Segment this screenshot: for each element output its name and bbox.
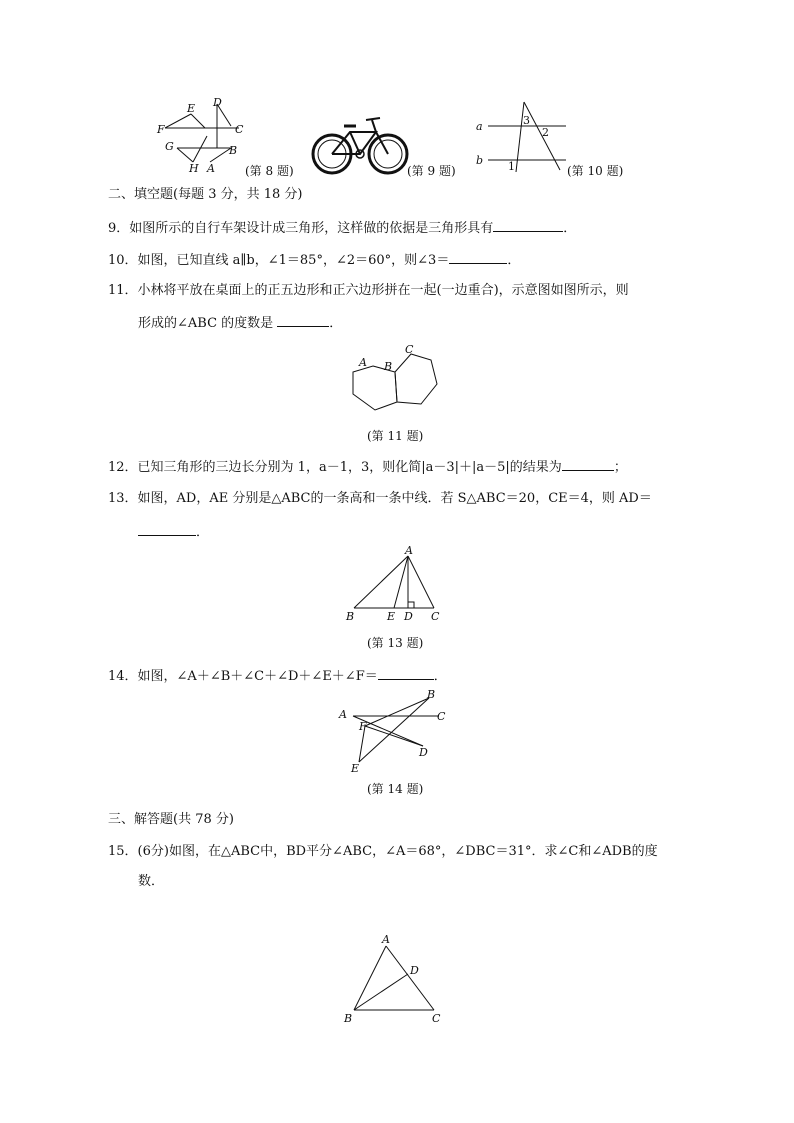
fig13-label-E: E (387, 610, 396, 623)
fig14-label-C: C (437, 710, 446, 723)
caption-fig8: (第 8 题) (245, 164, 294, 178)
fig11-label-B: B (384, 360, 393, 373)
fig14-label-E: E (351, 762, 360, 774)
question-13-line1: 13．如图，AD，AE 分别是△ABC的一条高和一条中线．若 S△ABC＝20，CE＝4，则 AD＝ (108, 491, 652, 506)
fig10-label-a: a (476, 120, 483, 133)
q9-end: ． (563, 221, 577, 236)
figure-10 (470, 98, 570, 178)
fig8-label-G: G (165, 140, 174, 153)
fig8-label-E: E (187, 102, 196, 115)
caption-fig11: (第 11 题) (367, 429, 424, 443)
q9-text: 9．如图所示的自行车架设计成三角形，这样做的依据是三角形具有 (108, 221, 494, 236)
q9-answer-blank[interactable] (493, 218, 563, 232)
fig10-label-2: 2 (542, 126, 549, 139)
fig15-label-D: D (410, 964, 419, 977)
fig13-label-A: A (405, 544, 413, 557)
q11-text: 形成的∠ABC 的度数是 (138, 316, 278, 331)
q14-end: ． (433, 669, 447, 684)
figure-14 (335, 686, 455, 774)
figure-13 (340, 544, 450, 624)
question-14 (108, 666, 447, 686)
caption-fig13: (第 13 题) (367, 636, 424, 650)
q14-answer-blank[interactable] (378, 666, 434, 680)
q13-answer-blank[interactable] (138, 522, 196, 536)
fig8-label-F: F (157, 123, 165, 136)
figure-11 (345, 342, 445, 417)
bicycle-icon (310, 112, 410, 178)
fig14-label-A: A (339, 708, 347, 721)
fig8-label-C: C (235, 123, 244, 136)
figure-8 (155, 96, 245, 176)
q11-answer-blank[interactable] (277, 313, 329, 327)
q12-end: ； (613, 460, 627, 475)
fig8-label-A: A (207, 162, 215, 175)
fig13-label-B: B (346, 610, 355, 623)
fig14-label-D: D (419, 746, 428, 759)
section-3-heading: 三、解答题(共 78 分) (108, 812, 234, 827)
fig14-label-F: F (359, 720, 367, 733)
q10-end: ． (507, 253, 521, 268)
fig8-label-H: H (189, 162, 199, 175)
figure-15 (338, 932, 448, 1027)
caption-fig14: (第 14 题) (367, 782, 424, 796)
q10-answer-blank[interactable] (449, 250, 507, 264)
fig10-label-3: 3 (523, 114, 530, 127)
fig11-label-A: A (359, 356, 367, 369)
question-15-line1: 15．(6分)如图，在△ABC中，BD平分∠ABC，∠A＝68°，∠DBC＝31°．求∠C和∠ADB的度 (108, 844, 658, 859)
q12-text: 12．已知三角形的三边长分别为 1，a－1，3，则化简|a－3|＋|a－5|的结果为 (108, 460, 562, 475)
question-10 (108, 250, 520, 270)
fig15-label-A: A (382, 933, 390, 946)
fig11-label-C: C (405, 343, 414, 356)
question-11-line1: 11．小林将平放在桌面上的正五边形和正六边形拼在一起(一边重合)，示意图如图所示，则 (108, 283, 629, 298)
fig8-label-D: D (213, 96, 222, 109)
fig8-label-B: B (229, 144, 238, 157)
fig15-label-B: B (344, 1012, 353, 1025)
question-12 (108, 457, 627, 477)
fig13-label-C: C (431, 610, 440, 623)
section-2-heading: 二、填空题(每题 3 分，共 18 分) (108, 187, 303, 202)
question-15-line2: 数． (138, 874, 165, 889)
question-13-line2 (138, 522, 209, 542)
q13-end: ． (196, 525, 210, 540)
fig14-label-B: B (427, 688, 436, 701)
question-9 (108, 218, 576, 238)
q11-end: ． (329, 316, 343, 331)
q14-text: 14．如图，∠A＋∠B＋∠C＋∠D＋∠E＋∠F＝ (108, 669, 378, 684)
fig10-label-b: b (476, 154, 484, 167)
fig15-label-C: C (432, 1012, 441, 1025)
q10-text: 10．如图，已知直线 a∥b，∠1＝85°，∠2＝60°，则∠3＝ (108, 253, 450, 268)
question-11-line2 (138, 313, 342, 333)
caption-fig10: (第 10 题) (567, 164, 624, 178)
q12-answer-blank[interactable] (562, 457, 614, 471)
fig10-label-1: 1 (508, 160, 515, 173)
fig13-label-D: D (404, 610, 413, 623)
caption-fig9: (第 9 题) (407, 164, 456, 178)
